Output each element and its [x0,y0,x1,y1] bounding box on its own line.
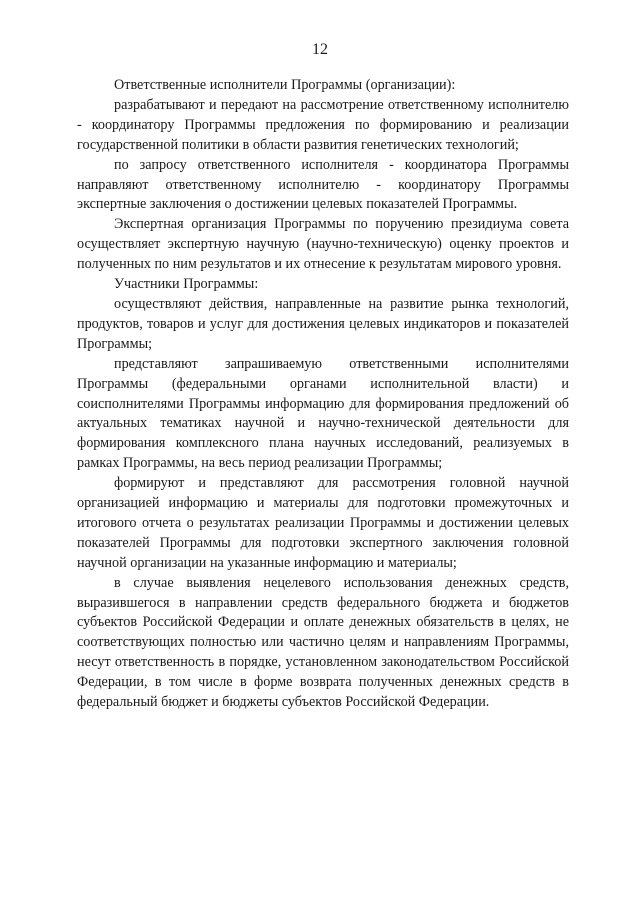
paragraph-provide-information: представляют запрашиваемую ответственными исполнителями Программы (федеральными органами исполнительной власти) и соисполнителями Программы информацию для формирования предложений об актуальных тематиках научной и научно-технической деятельности для формирования комплексного плана научных исследований, реализуемых в рамках Программы, на весь период реализации Программы; [77,355,569,472]
paragraph-develop-and-submit: разрабатывают и передают на рассмотрение ответственному исполнителю - координатору Программы предложения по формированию и реализации государственной политики в области развития генетических технологий; [77,96,569,153]
page-number: 12 [312,41,328,58]
paragraph-misuse-liability: в случае выявления нецелевого использования денежных средств, выразившегося в направлении средств федерального бюджета и бюджетов субъектов Российской Федерации и оплате денежных обязательств в целях, не соответствующих полностью или частично целям и направлениям Программы, несут ответственность в порядке, установленном законодательством Российской Федерации, в том числе в форме возврата полученных денежных средств в федеральный бюджет и бюджеты субъектов Российской Федерации. [77,574,569,711]
paragraph-reports-materials: формируют и представляют для рассмотрения головной научной организацией информацию и материалы для подготовки промежуточных и итогового отчета о результатах реализации Программы и достижении целевых показателей Программы для подготовки экспертного заключения головной научной организации на указанные информацию и материалы; [77,475,569,571]
paragraph-expert-conclusions: по запросу ответственного исполнителя - координатора Программы направляют ответственному исполнителю - координатору Программы экспертные заключения о достижении целевых показателей Программы. [77,156,569,213]
paragraph-market-development: осуществляют действия, направленные на развитие рынка технологий, продуктов, товаров и услуг для достижения целевых индикаторов и показателей Программы; [77,295,569,352]
document-body [77,76,569,713]
paragraph-expert-organization: Экспертная организация Программы по поручению президиума совета осуществляет экспертную научную (научно-техническую) оценку проектов и полученных по ним результатов и их отнесение к результатам мирового уровня. [77,216,569,273]
paragraph-responsible-executors: Ответственные исполнители Программы (организации): [114,77,456,93]
paragraph-participants-heading: Участники Программы: [114,276,259,293]
